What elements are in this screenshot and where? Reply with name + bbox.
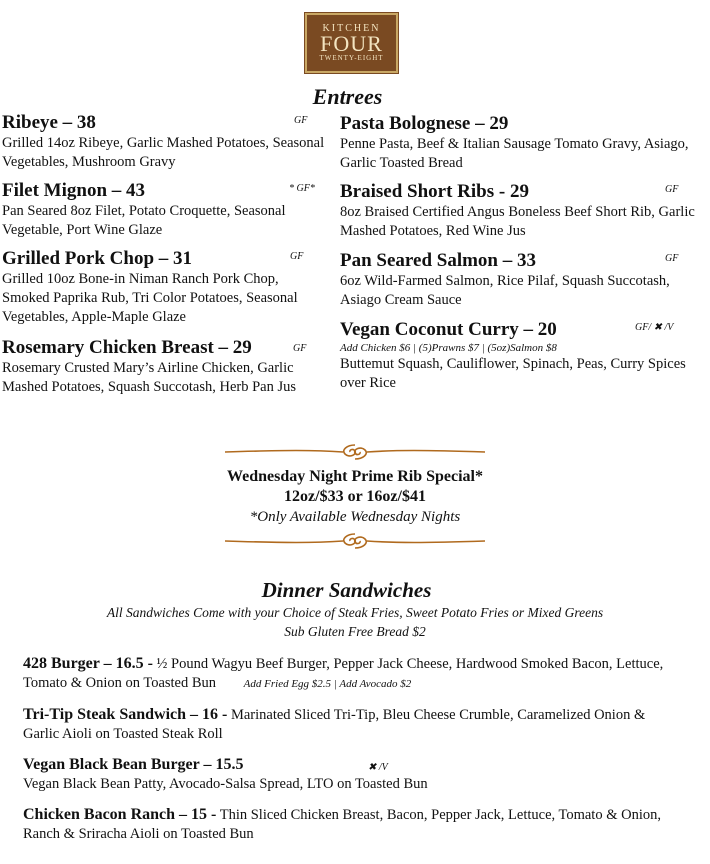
sandwich-description: ½ Pound Wagyu Beef Burger, Pepper Jack Cheese, Hardwood Smoked Bacon, Lettuce, Tomato & Onion on Toasted Bun — [23, 656, 664, 691]
item-addons: Add Chicken $6 | (5)Prawns $7 | (5oz)Salmon $8 — [340, 342, 557, 354]
sandwich-item — [23, 705, 683, 744]
menu-item — [340, 113, 700, 173]
logo-line-2: FOUR — [320, 31, 383, 56]
item-name: Grilled Pork Chop – 31 — [2, 248, 193, 269]
sandwich-addons: Add Fried Egg $2.5 | Add Avocado $2 — [243, 678, 412, 690]
sandwiches-list — [23, 654, 683, 855]
restaurant-logo — [305, 13, 398, 73]
logo-line-3: TWENTY-EIGHT — [319, 54, 384, 62]
sandwich-name: Vegan Black Bean Burger – 15.5 — [23, 756, 244, 773]
item-name: Vegan Coconut Curry – 20 — [340, 319, 557, 340]
entrees-heading: Entrees — [312, 84, 383, 109]
diet-tag: GF/ ✖ /V — [635, 322, 674, 333]
ornament-divider-bottom — [225, 530, 485, 552]
diet-tag: GF — [293, 343, 307, 354]
sandwich-item — [23, 654, 683, 694]
item-name: Pasta Bolognese – 29 — [340, 113, 509, 134]
diet-tag: GF — [665, 184, 679, 195]
sandwich-name: Chicken Bacon Ranch – 15 - — [23, 806, 217, 823]
sandwich-description: Marinated Sliced Tri-Tip, Bleu Cheese Crumble, Caramelized Onion & Garlic Aioli on Toasted Steak Roll — [23, 707, 646, 742]
item-description: Penne Pasta, Beef & Italian Sausage Tomato Gravy, Asiago, Garlic Toasted Bread — [340, 136, 689, 171]
sandwich-item — [23, 805, 683, 844]
item-name: Braised Short Ribs - 29 — [340, 181, 529, 202]
menu-item — [2, 248, 327, 329]
item-name: Rosemary Chicken Breast – 29 — [2, 337, 252, 358]
sandwich-item — [23, 755, 683, 794]
diet-tag: GF — [665, 253, 679, 264]
diet-tag: * GF* — [289, 183, 315, 194]
diet-tag: ✖ /V — [368, 762, 388, 773]
sandwich-name: Tri-Tip Steak Sandwich – 16 - — [23, 706, 228, 723]
logo-line-1: KITCHEN — [322, 23, 381, 34]
item-description: 8oz Braised Certified Angus Boneless Beef Short Rib, Garlic Mashed Potatoes, Red Wine Jus — [340, 204, 695, 239]
diet-tag: GF — [294, 115, 308, 126]
item-name: Pan Seared Salmon – 33 — [340, 250, 537, 271]
menu-item — [340, 181, 700, 242]
item-description: Pan Seared 8oz Filet, Potato Croquette, Seasonal Vegetable, Port Wine Glaze — [2, 203, 286, 238]
special-price: 12oz/$33 or 16oz/$41 — [284, 488, 426, 505]
sandwich-description: Vegan Black Bean Patty, Avocado-Salsa Spread, LTO on Toasted Bun — [23, 776, 428, 792]
sandwiches-sides-note: All Sandwiches Come with your Choice of Steak Fries, Sweet Potato Fries or Mixed Greens — [106, 605, 604, 620]
sandwich-name: 428 Burger – 16.5 - — [23, 655, 153, 672]
prime-rib-special — [0, 467, 710, 527]
item-name: Filet Mignon – 43 — [2, 180, 146, 201]
item-name: Ribeye – 38 — [2, 112, 96, 133]
entrees-right-column — [340, 113, 700, 401]
item-description: Grilled 10oz Bone-in Niman Ranch Pork Chop, Smoked Paprika Rub, Tri Color Potatoes, Seasonal Vegetables, Apple-Maple Glaze — [2, 271, 298, 325]
menu-item — [340, 319, 700, 393]
menu-item — [2, 180, 327, 240]
diet-tag: GF — [290, 251, 304, 262]
menu-item — [2, 337, 327, 397]
menu-item — [340, 250, 700, 311]
sandwiches-bread-note: Sub Gluten Free Bread $2 — [284, 624, 426, 639]
special-title: Wednesday Night Prime Rib Special* — [226, 468, 483, 485]
special-note: *Only Available Wednesday Nights — [249, 509, 461, 525]
item-description: Buttemut Squash, Cauliflower, Spinach, Peas, Curry Spices over Rice — [340, 356, 686, 391]
entrees-left-column — [2, 112, 327, 405]
ornament-divider-top — [225, 441, 485, 463]
sandwich-description: Thin Sliced Chicken Breast, Bacon, Pepper Jack, Lettuce, Tomato & Onion, Ranch & Sriracha Aioli on Toasted Bun — [23, 807, 661, 842]
item-description: Grilled 14oz Ribeye, Garlic Mashed Potatoes, Seasonal Vegetables, Mushroom Gravy — [2, 135, 325, 170]
sandwiches-heading: Dinner Sandwiches — [261, 578, 432, 602]
item-description: 6oz Wild-Farmed Salmon, Rice Pilaf, Squash Succotash, Asiago Cream Sauce — [340, 273, 670, 308]
item-description: Rosemary Crusted Mary’s Airline Chicken, Garlic Mashed Potatoes, Squash Succotash, Herb Pan Jus — [2, 360, 297, 395]
menu-item — [2, 112, 327, 172]
